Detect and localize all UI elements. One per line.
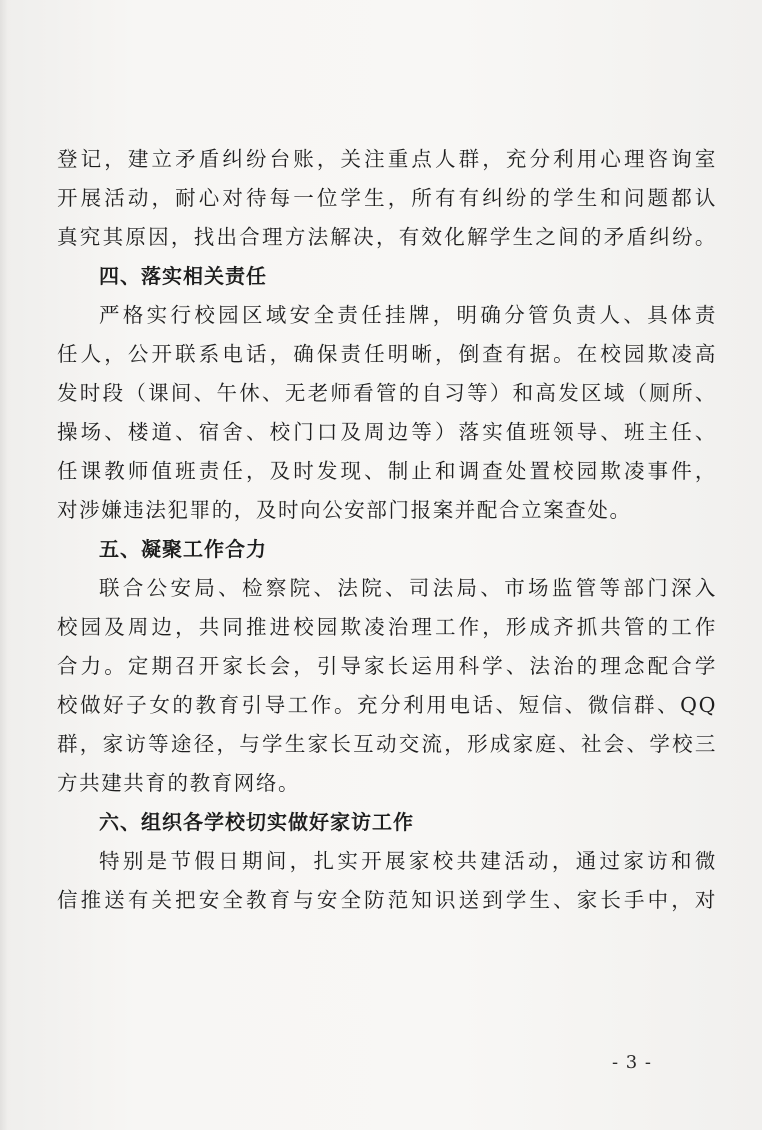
section-heading: 五、凝聚工作合力: [99, 537, 267, 561]
paragraph-line: 信推送有关把安全教育与安全防范知识送到学生、家长手中，对: [57, 888, 717, 912]
paragraph-line: 特别是节假日期间，扎实开展家校共建活动，通过家访和微: [99, 849, 717, 873]
paragraph-line: 任人，公开联系电话，确保责任明晰，倒查有据。在校园欺凌高: [57, 342, 717, 366]
paragraph-line: 发时段（课间、午休、无老师看管的自习等）和高发区域（厕所、: [57, 381, 717, 405]
paragraph-line: 校园及周边，共同推进校园欺凌治理工作，形成齐抓共管的工作: [57, 615, 717, 639]
document-body: [57, 140, 717, 920]
page-number: - 3 -: [611, 1052, 652, 1073]
paragraph-line: 群，家访等途径，与学生家长互动交流，形成家庭、社会、学校三: [57, 732, 717, 756]
paragraph-line: 校做好子女的教育引导工作。充分利用电话、短信、微信群、QQ: [57, 693, 717, 717]
section-heading: 四、落实相关责任: [99, 264, 267, 288]
paragraph-line: 合力。定期召开家长会，引导家长运用科学、法治的理念配合学: [57, 654, 717, 678]
paragraph-line: 开展活动，耐心对待每一位学生，所有有纠纷的学生和问题都认: [57, 186, 717, 210]
paragraph-line: 真究其原因，找出合理方法解决，有效化解学生之间的矛盾纠纷。: [57, 225, 717, 249]
paragraph-line: 登记，建立矛盾纠纷台账，关注重点人群，充分利用心理咨询室: [57, 147, 717, 171]
paragraph-line: 操场、楼道、宿舍、校门口及周边等）落实值班领导、班主任、: [57, 420, 717, 444]
paragraph-line: 任课教师值班责任，及时发现、制止和调查处置校园欺凌事件，: [57, 459, 717, 483]
paragraph-line: 严格实行校园区域安全责任挂牌，明确分管负责人、具体责: [99, 303, 717, 327]
section-heading: 六、组织各学校切实做好家访工作: [99, 810, 414, 834]
paragraph-line: 对涉嫌违法犯罪的，及时向公安部门报案并配合立案查处。: [57, 498, 632, 522]
paragraph-line: 方共建共育的教育网络。: [57, 771, 301, 795]
paragraph-line: 联合公安局、检察院、法院、司法局、市场监管等部门深入: [99, 576, 717, 600]
page-edge-shadow: [0, 0, 8, 1130]
